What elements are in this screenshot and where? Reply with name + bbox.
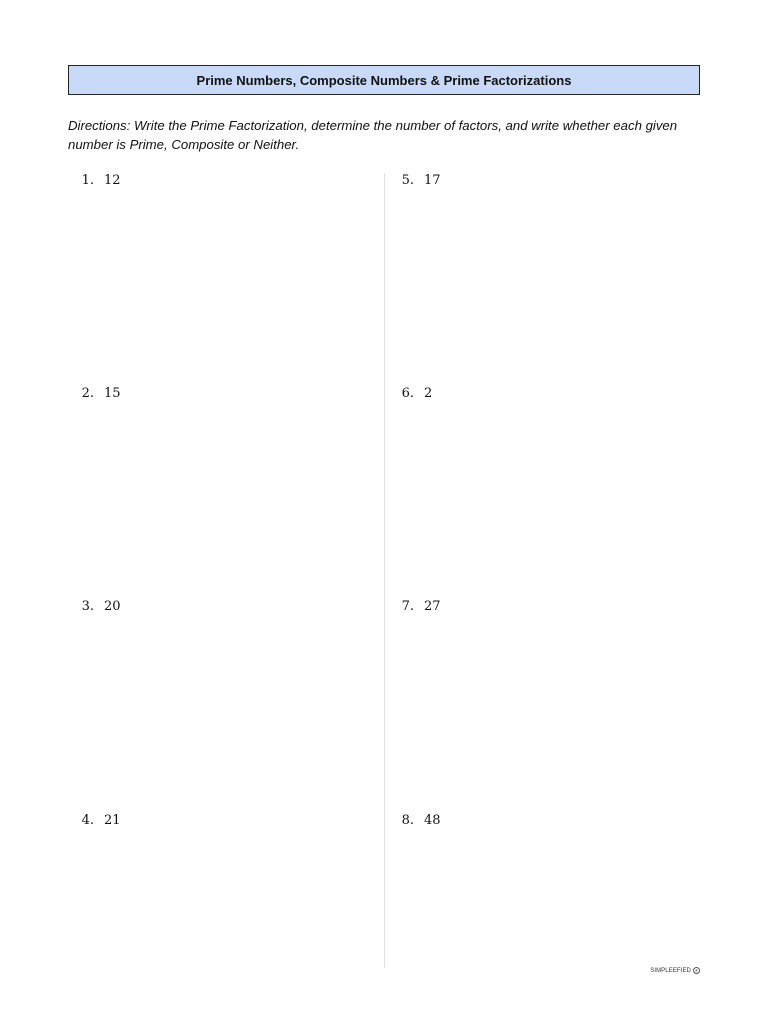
problem-value: 21 (104, 813, 121, 828)
problem-6 (400, 386, 432, 401)
brand-name: SIMPLEEFIED (650, 967, 691, 974)
registered-mark-icon: ® (694, 968, 699, 973)
problem-number: 6. (401, 386, 414, 401)
problem-number: 3. (81, 599, 94, 614)
problem-3 (80, 599, 121, 614)
worksheet-title (68, 65, 700, 95)
problem-number: 2. (81, 386, 94, 401)
brand-footer (650, 967, 700, 974)
problem-5 (400, 173, 441, 188)
problem-value: 12 (104, 173, 121, 188)
problem-2 (80, 386, 121, 401)
problem-value: 15 (104, 386, 121, 401)
problem-8 (400, 813, 441, 828)
column-divider (384, 173, 385, 968)
problem-1 (80, 173, 121, 188)
problem-number: 5. (401, 173, 414, 188)
problem-value: 27 (424, 599, 441, 614)
problem-value: 48 (424, 813, 441, 828)
problem-value: 17 (424, 173, 441, 188)
problem-number: 1. (81, 173, 94, 188)
problem-number: 7. (401, 599, 414, 614)
problem-number: 8. (401, 813, 414, 828)
directions-text: Directions: Write the Prime Factorization, determine the number of factors, and write whether each given number is Prime, Composite or Neither. (68, 118, 678, 152)
problem-7 (400, 599, 441, 614)
problem-4 (80, 813, 121, 828)
problem-number: 4. (81, 813, 94, 828)
problem-value: 2 (424, 386, 433, 401)
worksheet-title-text: Prime Numbers, Composite Numbers & Prime Factorizations (196, 72, 572, 88)
problem-value: 20 (104, 599, 121, 614)
